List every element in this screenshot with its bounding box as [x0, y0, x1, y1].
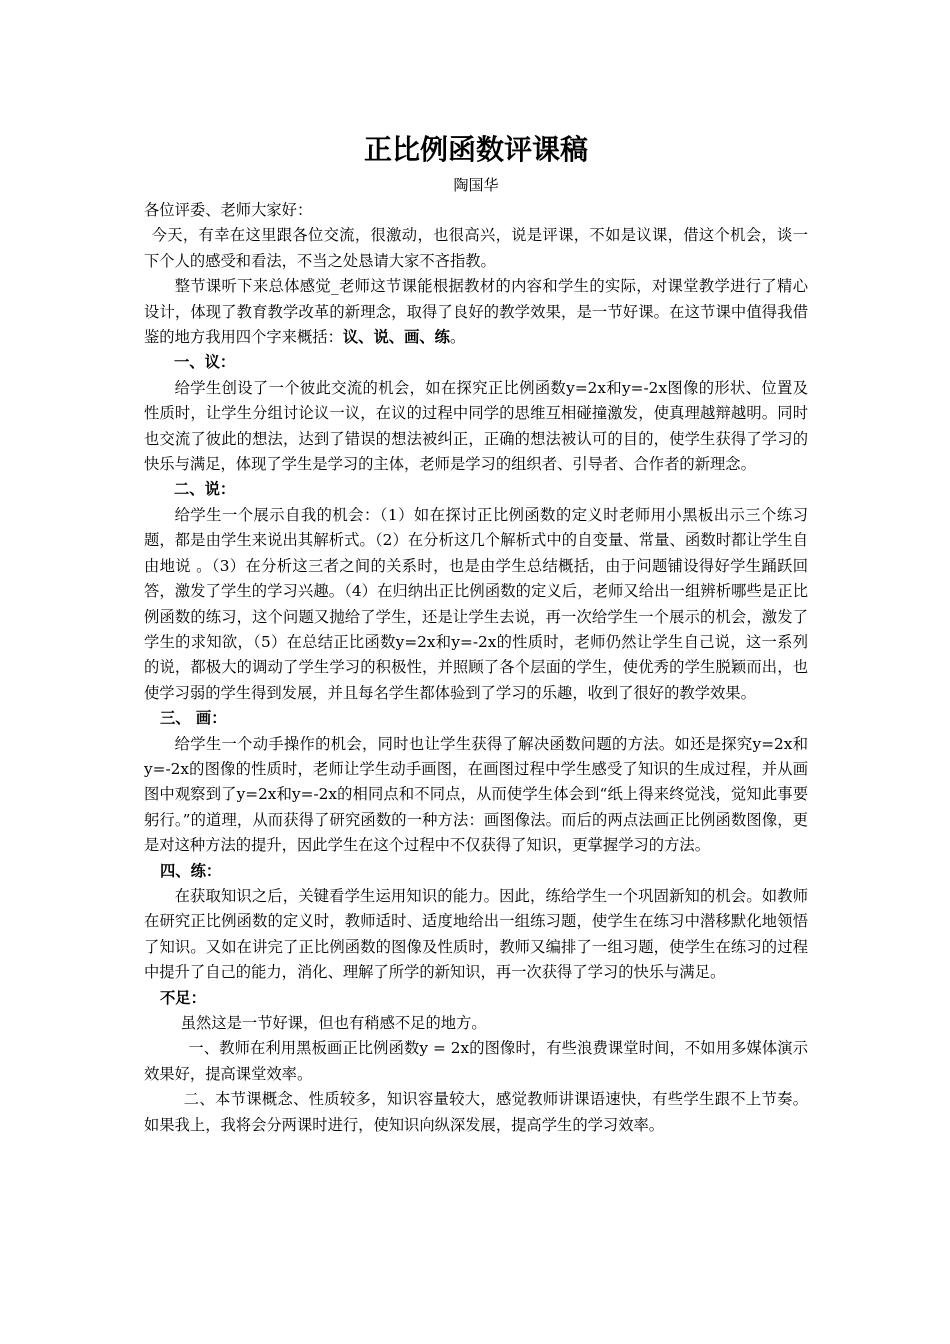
heading-speak: 二、说：: [174, 480, 236, 499]
paragraph-shortcoming-1: 一、教师在利用黑板画正比例函数y = 2x的图像时，有些浪费课堂时间，不如用多媒体演示效果好，提高课堂效率。: [144, 1039, 808, 1083]
paragraph-overview: [144, 274, 808, 350]
heading-practice: 四、练：: [160, 861, 222, 880]
overview-end: 。: [449, 328, 466, 347]
greeting: 各位评委、老师大家好：: [144, 201, 313, 219]
paragraph-draw: 给学生一个动手操作的机会，同时也让学生获得了解决函数问题的方法。如还是探究y=2x和y=-2x的图像的性质时，老师让学生动手画图，在画图过程中学生感受了知识的生成过程，并从画图中观察到了y=2x和y=-2x的相同点和不同点，从而使学生体会到“纸上得来终觉浅，觉知此事要躬行。”的道理，从而获得了研究函数的一种方法：画图像法。而后的两点法画正比例函数图像，更是对这种方法的提升，因此学生在这个过程中不仅获得了知识，更掌握学习的方法。: [144, 734, 808, 855]
paragraph-speak: 给学生一个展示自我的机会：（1）如在探讨正比例函数的定义时老师用小黑板出示三个练习题，都是由学生来说出其解析式。（2）在分析这几个解析式中的自变量、常量、函数时都让学生自由地说 。（3）在分析这三者之间的关系时，也是由学生总结概括，由于问题铺设得好学生踊跃回答，激发了学生的学习兴趣。（4）在归纳出正比例函数的定义后，老师又给出一组辨析哪些是正比例函数的练习，这个问题又抛给了学生，还是让学生去说，再一次给学生一个展示的机会，激发了学生的求知欲，（5）在总结正比函数y=2x和y=-2x的性质时，老师仍然让学生自己说，这一系列的说，都极大的调动了学生学习的积极性，并照顾了各个层面的学生，使优秀的学生脱颖而出，也使学习弱的学生得到发展，并且每名学生都体验到了学习的乐趣，收到了很好的教学效果。: [144, 505, 808, 702]
heading-shortcomings: 不足：: [160, 988, 206, 1007]
document-title: 正比例函数评课稿: [363, 133, 588, 166]
overview-keywords: 议、说、画、练: [342, 328, 450, 347]
author-name: 陶国华: [453, 176, 499, 194]
paragraph-shortcomings-intro: 虽然这是一节好课，但也有稍感不足的地方。: [180, 1014, 487, 1032]
paragraph-intro: 今天，有幸在这里跟各位交流，很激动，也很高兴，说是评课，不如是议课，借这个机会，谈一下个人的感受和看法，不当之处恳请大家不吝指教。: [144, 226, 808, 270]
overview-text: 整节课听下来总体感觉_老师这节课能根据教材的内容和学生的实际，对课堂教学进行了精心设计，体现了教育教学改革的新理念，取得了良好的教学效果，是一节好课。在这节课中值得我借鉴的地方我用四个字来概括：: [144, 277, 808, 347]
paragraph-shortcoming-2: 二、本节课概念、性质较多，知识容量较大，感觉教师讲课语速快，有些学生跟不上节奏。如果我上，我将会分两课时进行，使知识向纵深发展，提高学生的学习效率。: [144, 1090, 808, 1134]
heading-discuss: 一、议：: [174, 353, 236, 372]
paragraph-discuss: 给学生创设了一个彼此交流的机会，如在探究正比例函数y=2x和y=-2x图像的形状、位置及性质时，让学生分组讨论议一议，在议的过程中同学的思维互相碰撞激发，使真理越辩越明。同时也交流了彼此的想法，达到了错误的想法被纠正，正确的想法被认可的目的，使学生获得了学习的快乐与满足，体现了学生是学习的主体，老师是学习的组织者、引导者、合作者的新理念。: [144, 378, 808, 474]
document-page: [144, 128, 808, 1138]
heading-draw: 三、 画：: [160, 709, 227, 728]
paragraph-practice: 在获取知识之后，关键看学生运用知识的能力。因此，练给学生一个巩固新知的机会。如教师在研究正比例函数的定义时，教师适时、适度地给出一组练习题，使学生在练习中潜移默化地领悟了知识。又如在讲完了正比例函数的图像及性质时，教师又编排了一组习题，使学生在练习的过程中提升了自己的能力，消化、理解了所学的新知识，再一次获得了学习的快乐与满足。: [144, 886, 808, 982]
